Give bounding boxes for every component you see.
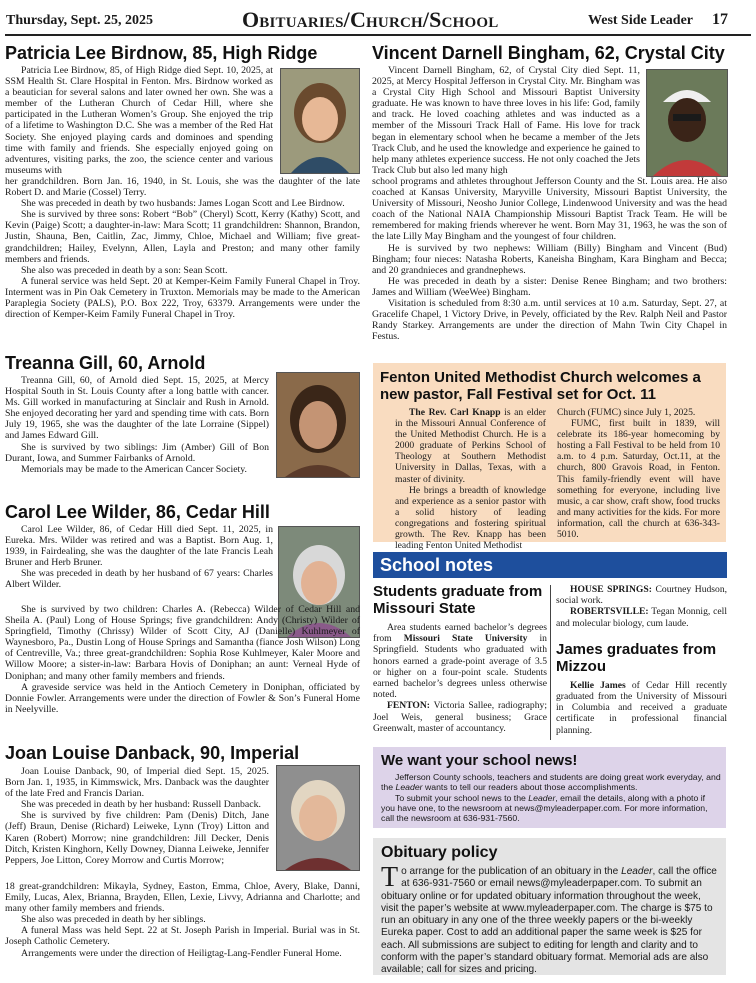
- robertsville-grads: ROBERTSVILLE: Tegan Monnig, cell and molecular biology, cum laude.: [556, 606, 727, 629]
- obituary-bingham: [372, 42, 752, 64]
- msu-headline: Students graduate from Missouri State: [373, 583, 543, 617]
- wilder-text-narrow: [5, 524, 273, 591]
- bingham-photo: [646, 69, 728, 177]
- obituary-paragraph: He is survived by two nephews: William (Billy) Bingham and Vincent (Bud) Bingham; four nieces: Natasha Roberts, Kaneisha Bingham, Kara Bingham and Becca; and 20 grandnieces and grandnephews.: [372, 242, 727, 276]
- obituary-paragraph: She was preceded in death by her husband: Russell Danback.: [21, 799, 261, 811]
- school-notes-banner: [373, 552, 727, 578]
- msu-paragraph: Area students earned bachelor’s degrees from Missouri State University in Springfield. Students who graduated with honors earned a grade-point average of 3.5 or higher on a four-point scale. Students earned bachelor’s degrees unless otherwise noted.: [373, 622, 547, 701]
- page-header: [0, 0, 756, 36]
- msu-article: [373, 583, 547, 734]
- obituary-paragraph: She is survived by three sons: Robert “Bob” (Cheryl) Scott, Kerry (Kathy) Scott, and Kevin (Paige) Scott; a daughter-in-law: Mara Scott; 11 grandchildren: Shannon, Brandon, Justin, Shauna, Ben, Caitlin, Zac, Jimmy, Chloe, Michael and William; five great-grandchildren; Hailey, Evelynn, Allen, Layla and Preston; and many other family members and friends.: [5, 209, 360, 265]
- birdnow-text-wide: [5, 176, 360, 320]
- danback-photo: [276, 765, 360, 871]
- school-news-text: [381, 772, 721, 823]
- obituary-paragraph: A graveside service was held in the Antioch Cemetery in Doniphan, officiated by Donnie Fowler. Arrangements were under the direction of Fowler & Son’s Funeral Home in Neelyville.: [5, 681, 360, 715]
- policy-paragraph: To arrange for the publication of an obituary in the Leader, call the office at 636-931-7560 or email news@myleaderpaper.com. To submit an obituary online or for updated obituary information throughout the week, visit the paper’s website at www.myleaderpaper.com. The charge is $75 to run an obituary in any one of the three weekly papers or the bi-weekly Eureka paper. Cost to add an additional paper the same week is $25 for each. All submissions are subject to editing for length and clarity and to conform with the paper’s standard obituary format. Memorial ads are also available; call for sizes and pricing.: [381, 862, 717, 976]
- obituary-paragraph: Joan Louise Danback, 90, of Imperial died Sept. 15, 2025. Born Jan. 1, 1935, in Kimmswick, Mrs. Danback was the daughter of the late Fred and Francis Darian.: [5, 766, 269, 800]
- policy-text: [381, 862, 719, 977]
- obituary-wilder: [5, 501, 360, 523]
- obituary-paragraph: She is survived by two siblings: Jim (Amber) Gill of Bon Durant, Iowa, and Summer Fairbanks of Arnold.: [5, 441, 269, 464]
- obituary-policy-box: [373, 838, 726, 975]
- obituary-paragraph: She is survived by five children: Pam (Denis) Ditch, Jane (Jeff) Braun, Denise (Richard) Leiweke, Lynn (Troy) Litton and Karen (Robert) Morrow; nine grandchildren: Jill Decker, Denis Ditch, Kristen Kinghorn, Kelly Downey, Dianna Leiweke, Jennifer Peppers, Joe Litton, Corey Morrow and Curtis Morrow;: [5, 810, 269, 866]
- obituary-headline: Vincent Darnell Bingham, 62, Crystal City: [372, 43, 725, 63]
- obituary-paragraph: She was preceded in death by her husband of 67 years: Charles Albert Wilder.: [5, 568, 273, 591]
- fumc-paragraph: FUMC, first built in 1839, will celebrate its 186-year homecoming by hosting a Fall Festival to be held from 10 a.m. to 4 p.m. Saturday, Oct.11, at the church, 800 Gravois Road, in Fenton. This family-friendly event will have something for everyone, including live music, a car show, craft show, food trucks and many activities for the kids. For more information, call the church at 636-343-5010.: [557, 418, 720, 541]
- fumc-paragraph: He brings a breadth of knowledge and experience as a senior pastor with a solid history of leading congregations and fostering spiritual growth. The Rev. Knapp has been leading Fenton United Methodist: [395, 484, 546, 552]
- birdnow-photo: [280, 68, 360, 174]
- obituary-paragraph: Patricia Lee Birdnow, 85, of High Ridge died Sept. 10, 2025, at SSM Health St. Clare Hospital in Fenton. Mrs. Birdnow worked as a beautician for several salons and later owned her own. She was a member of the Lutheran Church of Cedar Hill, where she participated in the Lutheran Women’s Group. She enjoyed the trip of a lifetime to Washington D.C. She was a member of the Red Hat Society. She enjoyed playing cards and dominoes and spending time with family and friends. She especially enjoyed going on adventures, visiting parks, the zoo, the science center and various museums with: [5, 65, 273, 176]
- fumc-text-col-1: The Rev. Carl Knapp is an elder in the Missouri Annual Conference of the United Methodist Church. He is a 2000 graduate of Perkins School of Theology at Southern Methodist University in Dallas, Texas, with a master of divinity. He brings a breadth of knowledge and experience as a senior pastor with a solid history of leading congregations and fostering spiritual growth. The Rev. Knapp has been leading Fenton United Methodist: [395, 407, 546, 552]
- obituary-paragraph: Visitation is scheduled from 8:30 a.m. until services at 10 a.m. Saturday, Sept. 27, at Gracelife Chapel, 1 Victory Drive, in Pevely, officiated by the Rev. Ralph Neil and Pastor Randy Starkey. Arrangements are under the direction of Mahn Twin City Chapel in Festus.: [372, 298, 727, 343]
- obituary-paragraph: She is survived by two children: Charles A. (Rebecca) Wilder of Cedar Hill and Sheila A. (Paul) Long of House Springs; five grandchildren: Andy (Christy) Wilder of Springfield, Timothy (Chrissy) Wilder of Scott City, AJ (Danielle) Kuhlmeyer of Waynesboro, Pa., Dustin Long of House Springs and Samantha (fiance Josh Wilson) Long of Centreville, Va.; three great-grandchildren: Sophia Rose Kuhlmeyer, Kaler Moore and Willow Moore; a sister-in-law: Barbara Hovis of Doniphan; an aunt: Verneal Hyde of Doniphan; and many other family members and friends.: [5, 604, 360, 682]
- obituary-paragraph: She also was preceded in death by her siblings.: [21, 914, 206, 926]
- obituary-paragraph: school programs and athletes throughout Jefferson County and the St. Louis area. He also coached at Kansas University, Maryville University, Missouri Baptist University, the University of Missouri, Neosho Junior College, Lindenwood University and was the head coach of the National NAIA Championship Missouri Baptist Track Team. He will be remembered for making friends wherever he went. Born May 31, 1963, he was the son of the late Lilly May Bingham and the youngest of four children.: [372, 176, 727, 243]
- pastor-name: The Rev. Carl Knapp: [409, 407, 501, 418]
- issue-date: Thursday, Sept. 25, 2025: [6, 13, 154, 28]
- fumc-headline: Fenton United Methodist Church welcomes a new pastor, Fall Festival set for Oct. 11: [380, 369, 701, 403]
- danback-text-wide: [5, 881, 360, 959]
- paper-name: West Side Leader: [588, 13, 693, 28]
- fenton-grads: FENTON: Victoria Sallee, radiography; Joel Weis, general business; Grace Greenwalt, master of accountancy.: [373, 700, 547, 734]
- wilder-text-wide: [5, 604, 360, 715]
- house-springs-grads: HOUSE SPRINGS: Courtney Hudson, social work.: [556, 584, 728, 607]
- column-divider: [550, 585, 551, 740]
- obituary-headline: Treanna Gill, 60, Arnold: [5, 353, 206, 373]
- mizzou-headline: James graduates from Mizzou: [556, 640, 717, 675]
- obituary-paragraph: A funeral Mass was held Sept. 22 at St. Joseph Parish in Imperial. Burial was in St. Joseph Catholic Cemetery.: [5, 925, 360, 948]
- obituary-paragraph: Arrangements were under the direction of Heiligtag-Lang-Fendler Funeral Home.: [21, 947, 342, 959]
- obituary-danback: [5, 742, 360, 764]
- obituary-headline: Joan Louise Danback, 90, Imperial: [5, 743, 300, 763]
- obituary-paragraph: Vincent Darnell Bingham, 62, of Crystal City died Sept. 11, 2025, at Mercy Hospital Jefferson in Crystal City. Mr. Bingham was a Crystal City High School and Missouri Baptist University graduate. He was known to have three loves in his life: God, family and track. He loved coaching athletes and was inducted as a member of the Missouri Track Hall of Fame. His love for track began in elementary school when he became a member of the Jets Track Club, and he used the knowledge and experience he gained to help many athletes experience success. He not only coached the Jets Track Club but also led many high: [372, 65, 640, 176]
- obituary-paragraph: her grandchildren. Born Jan. 16, 1940, in St. Louis, she was the daughter of the late Robert D. and Marie (Cossel) Terry.: [5, 176, 360, 199]
- policy-headline: Obituary policy: [381, 844, 498, 861]
- bingham-text-wide: [372, 176, 727, 342]
- gill-photo: [276, 372, 360, 478]
- school-news-headline: We want your school news!: [381, 752, 578, 769]
- school-news-paragraph: To submit your school news to the Leader, email the details, along with a photo if you have one, to the newsroom at news@myleaderpaper.com. For more information, call the newsroom at 636-931-7560.: [381, 792, 708, 824]
- obituary-paragraph: She was preceded in death by two husbands: James Logan Scott and Lee Birdnow.: [21, 198, 345, 210]
- header-rule: [5, 34, 751, 36]
- obituary-paragraph: She also was preceded in death by a son: Sean Scott.: [21, 264, 228, 276]
- school-news-box: [373, 747, 726, 828]
- msu-article-cont: [556, 584, 727, 736]
- gill-text: [5, 375, 269, 475]
- obituary-gill: [5, 352, 360, 374]
- obituary-birdnow: [5, 42, 360, 64]
- obituary-paragraph: Carol Lee Wilder, 86, of Cedar Hill died Sept. 11, 2025, in Eureka. Mrs. Wilder was retired and was a Baptist. Born Aug. 1, 1939, in Fairdealing, she was the daughter of the late Francis Leah Bruner and Herb Bruner.: [5, 524, 273, 569]
- drop-cap: T: [381, 862, 399, 893]
- fumc-paragraph: Church (FUMC) since July 1, 2025.: [557, 407, 696, 418]
- obituary-paragraph: Memorials may be made to the American Cancer Society.: [21, 463, 247, 475]
- section-title: Obituaries/Church/School: [242, 7, 499, 32]
- obituary-paragraph: He was preceded in death by a sister: Denise Renee Bingham; and two brothers: James and William (WeeWee) Bingham.: [372, 275, 727, 298]
- mizzou-paragraph: Kellie James of Cedar Hill recently graduated from the University of Missouri in Columbia and received a graduate certificate in professional financial planning.: [556, 679, 728, 736]
- fumc-text-col-2: [557, 407, 720, 540]
- danback-text-narrow: [5, 766, 269, 866]
- birdnow-text-narrow: [5, 65, 273, 176]
- obituary-paragraph: 18 great-grandchildren: Mikayla, Sydney, Easton, Emma, Chloe, Avery, Blake, Danni, Emily, Lucas, Alex, Brianna, Brayden, Ellen, Lexie, Livvy, Adrianna and Charlotte; and many other family members and friends.: [5, 881, 360, 915]
- obituary-paragraph: A funeral service was held Sept. 20 at Kemper-Keim Family Funeral Chapel in Troy. Interment was in Pin Oak Cemetery in Truxton. Memorials may be made to the American Paraplegia Society (PALS), P.O. Box 222, Troy, 63379. Arrangements were under the direction of Kemper-Keim Family Funeral Chapel in Troy.: [5, 275, 360, 321]
- obituary-paragraph: Treanna Gill, 60, of Arnold died Sept. 15, 2025, at Mercy Hospital South in St. Louis County after a long battle with cancer. Ms. Gill worked in manufacturing at Sinclair and Rush in Arnold. She enjoyed decorating her yard and spending time with cats. Born July 19, 1965, she was the daughter of the late Lorraine (Sippel) and James Edward Gill.: [5, 375, 269, 442]
- fumc-box: [373, 363, 726, 552]
- school-news-paragraph: Jefferson County schools, teachers and students are doing great work everyday, and the Leader wants to tell our readers about those accomplishments.: [381, 772, 721, 793]
- obituary-headline: Patricia Lee Birdnow, 85, High Ridge: [5, 43, 318, 63]
- school-notes-title: School notes: [380, 555, 494, 575]
- page-number: 17: [712, 11, 728, 28]
- bingham-text-narrow: [372, 65, 640, 176]
- obituary-headline: Carol Lee Wilder, 86, Cedar Hill: [5, 502, 270, 522]
